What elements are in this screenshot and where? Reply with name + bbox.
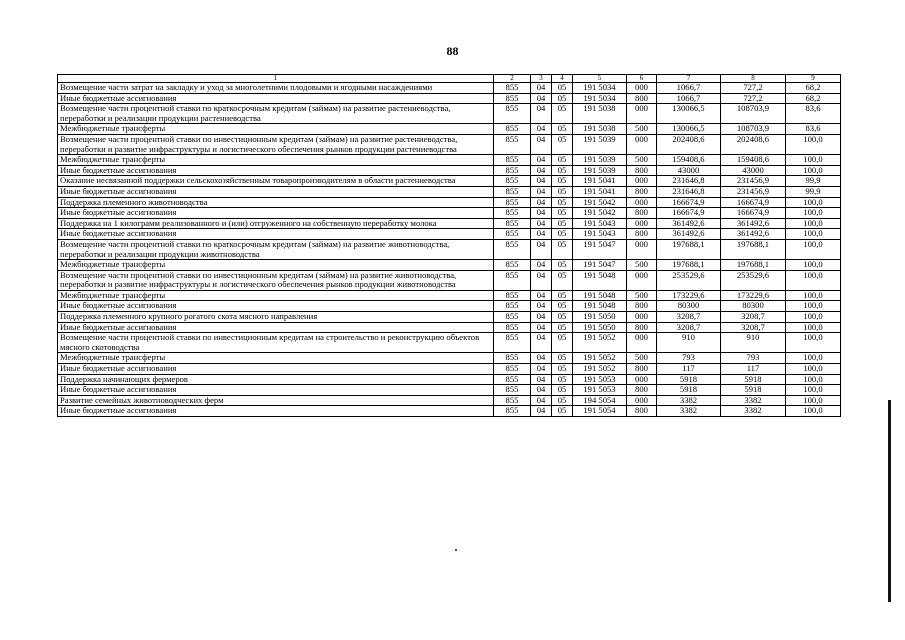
code-cell: 855 — [494, 312, 531, 323]
subsection-cell: 05 — [552, 218, 573, 229]
table-row — [58, 374, 841, 385]
code-cell: 855 — [494, 364, 531, 375]
column-header: 4 — [552, 75, 573, 83]
planned-amount-cell: 3208,7 — [657, 312, 721, 323]
table-row — [58, 333, 841, 353]
percent-cell: 100,0 — [786, 290, 841, 301]
target-article-cell: 191 5053 — [573, 374, 627, 385]
code-cell: 855 — [494, 186, 531, 197]
column-header: 1 — [58, 75, 494, 83]
executed-amount-cell: 43000 — [721, 165, 786, 176]
scan-dot-mark — [455, 549, 457, 551]
subsection-cell: 05 — [552, 124, 573, 135]
table-row — [58, 312, 841, 323]
subsection-cell: 05 — [552, 260, 573, 271]
row-name-cell: Возмещение части процентной ставки по инвестиционным кредитам на строительство и реконструкцию объектов мясного скотоводства — [58, 333, 494, 353]
section-cell: 04 — [531, 155, 552, 166]
expense-type-cell: 000 — [627, 218, 657, 229]
executed-amount-cell: 361492,6 — [721, 218, 786, 229]
code-cell: 855 — [494, 229, 531, 240]
row-name-cell: Иные бюджетные ассигнования — [58, 301, 494, 312]
row-name-cell: Оказание несвязанной поддержки сельскохозяйственным товаропроизводителям в области растениеводства — [58, 176, 494, 187]
column-header: 5 — [573, 75, 627, 83]
table-row — [58, 353, 841, 364]
executed-amount-cell: 3208,7 — [721, 322, 786, 333]
section-cell: 04 — [531, 290, 552, 301]
section-cell: 04 — [531, 270, 552, 290]
target-article-cell: 191 5039 — [573, 134, 627, 154]
target-article-cell: 191 5052 — [573, 333, 627, 353]
target-article-cell: 191 5039 — [573, 155, 627, 166]
percent-cell: 100,0 — [786, 239, 841, 259]
executed-amount-cell: 3382 — [721, 395, 786, 406]
row-name-cell: Поддержка начинающих фермеров — [58, 374, 494, 385]
code-cell: 855 — [494, 208, 531, 219]
budget-table — [57, 74, 841, 417]
target-article-cell: 191 5042 — [573, 197, 627, 208]
section-cell: 04 — [531, 333, 552, 353]
percent-cell: 83,6 — [786, 124, 841, 135]
table-row — [58, 406, 841, 417]
section-cell: 04 — [531, 165, 552, 176]
target-article-cell: 191 5038 — [573, 124, 627, 135]
code-cell: 855 — [494, 385, 531, 396]
target-article-cell: 191 5053 — [573, 385, 627, 396]
target-article-cell: 191 5054 — [573, 406, 627, 417]
subsection-cell: 05 — [552, 290, 573, 301]
percent-cell: 100,0 — [786, 229, 841, 240]
expense-type-cell: 500 — [627, 290, 657, 301]
table-row — [58, 104, 841, 124]
subsection-cell: 05 — [552, 353, 573, 364]
code-cell: 855 — [494, 395, 531, 406]
code-cell: 855 — [494, 333, 531, 353]
section-cell: 04 — [531, 395, 552, 406]
row-name-cell: Иные бюджетные ассигнования — [58, 385, 494, 396]
subsection-cell: 05 — [552, 270, 573, 290]
expense-type-cell: 000 — [627, 333, 657, 353]
percent-cell: 100,0 — [786, 406, 841, 417]
expense-type-cell: 800 — [627, 229, 657, 240]
planned-amount-cell: 231646,8 — [657, 176, 721, 187]
row-name-cell: Межбюджетные трансферты — [58, 155, 494, 166]
expense-type-cell: 800 — [627, 208, 657, 219]
table-row — [58, 134, 841, 154]
target-article-cell: 191 5043 — [573, 218, 627, 229]
planned-amount-cell: 117 — [657, 364, 721, 375]
row-name-cell: Возмещение части процентной ставки по краткосрочным кредитам (займам) на развитие растениеводства, переработки и реализации продукции растениеводства — [58, 104, 494, 124]
percent-cell: 68,2 — [786, 93, 841, 104]
subsection-cell: 05 — [552, 239, 573, 259]
percent-cell: 100,0 — [786, 208, 841, 219]
table-row — [58, 93, 841, 104]
column-header: 7 — [657, 75, 721, 83]
executed-amount-cell: 166674,9 — [721, 197, 786, 208]
expense-type-cell: 000 — [627, 134, 657, 154]
target-article-cell: 191 5038 — [573, 104, 627, 124]
subsection-cell: 05 — [552, 364, 573, 375]
table-row — [58, 155, 841, 166]
planned-amount-cell: 361492,6 — [657, 218, 721, 229]
code-cell: 855 — [494, 218, 531, 229]
percent-cell: 99,9 — [786, 186, 841, 197]
code-cell: 855 — [494, 322, 531, 333]
column-header: 2 — [494, 75, 531, 83]
row-name-cell: Межбюджетные трансферты — [58, 290, 494, 301]
section-cell: 04 — [531, 176, 552, 187]
subsection-cell: 05 — [552, 374, 573, 385]
expense-type-cell: 000 — [627, 312, 657, 323]
planned-amount-cell: 1066,7 — [657, 83, 721, 94]
row-name-cell: Развитие семейных животноводческих ферм — [58, 395, 494, 406]
section-cell: 04 — [531, 218, 552, 229]
table-row — [58, 229, 841, 240]
executed-amount-cell: 231456,9 — [721, 186, 786, 197]
table-body — [58, 83, 841, 417]
target-article-cell: 191 5041 — [573, 176, 627, 187]
percent-cell: 100,0 — [786, 395, 841, 406]
subsection-cell: 05 — [552, 312, 573, 323]
row-name-cell: Межбюджетные трансферты — [58, 260, 494, 271]
target-article-cell: 191 5052 — [573, 364, 627, 375]
section-cell: 04 — [531, 374, 552, 385]
executed-amount-cell: 5918 — [721, 374, 786, 385]
executed-amount-cell: 108703,9 — [721, 104, 786, 124]
section-cell: 04 — [531, 104, 552, 124]
executed-amount-cell: 727,2 — [721, 93, 786, 104]
row-name-cell: Межбюджетные трансферты — [58, 124, 494, 135]
row-name-cell: Иные бюджетные ассигнования — [58, 93, 494, 104]
percent-cell: 100,0 — [786, 374, 841, 385]
executed-amount-cell: 117 — [721, 364, 786, 375]
subsection-cell: 05 — [552, 301, 573, 312]
percent-cell: 100,0 — [786, 270, 841, 290]
row-name-cell: Поддержка племенного животноводства — [58, 197, 494, 208]
target-article-cell: 191 5050 — [573, 322, 627, 333]
planned-amount-cell: 80300 — [657, 301, 721, 312]
scan-edge-mark — [888, 400, 891, 602]
percent-cell: 100,0 — [786, 312, 841, 323]
planned-amount-cell: 253529,6 — [657, 270, 721, 290]
code-cell: 855 — [494, 374, 531, 385]
expense-type-cell: 000 — [627, 197, 657, 208]
target-article-cell: 191 5043 — [573, 229, 627, 240]
subsection-cell: 05 — [552, 208, 573, 219]
code-cell: 855 — [494, 134, 531, 154]
planned-amount-cell: 197688,1 — [657, 239, 721, 259]
subsection-cell: 05 — [552, 229, 573, 240]
expense-type-cell: 000 — [627, 239, 657, 259]
expense-type-cell: 000 — [627, 270, 657, 290]
planned-amount-cell: 3382 — [657, 406, 721, 417]
expense-type-cell: 000 — [627, 395, 657, 406]
executed-amount-cell: 727,2 — [721, 83, 786, 94]
row-name-cell: Возмещение части процентной ставки по инвестиционным кредитам (займам) на развитие растениеводства, переработки и развитие инфраструктуры и логистического обеспечения рынков продукции растениеводства — [58, 134, 494, 154]
executed-amount-cell: 197688,1 — [721, 239, 786, 259]
percent-cell: 100,0 — [786, 260, 841, 271]
planned-amount-cell: 793 — [657, 353, 721, 364]
percent-cell: 100,0 — [786, 197, 841, 208]
table-row — [58, 165, 841, 176]
column-number-row — [58, 75, 841, 83]
executed-amount-cell: 253529,6 — [721, 270, 786, 290]
code-cell: 855 — [494, 270, 531, 290]
percent-cell: 83,6 — [786, 104, 841, 124]
row-name-cell: Иные бюджетные ассигнования — [58, 229, 494, 240]
table-row — [58, 83, 841, 94]
planned-amount-cell: 361492,6 — [657, 229, 721, 240]
planned-amount-cell: 197688,1 — [657, 260, 721, 271]
row-name-cell: Иные бюджетные ассигнования — [58, 165, 494, 176]
row-name-cell: Межбюджетные трансферты — [58, 353, 494, 364]
code-cell: 855 — [494, 239, 531, 259]
subsection-cell: 05 — [552, 83, 573, 94]
planned-amount-cell: 130066,5 — [657, 124, 721, 135]
code-cell: 855 — [494, 165, 531, 176]
table-row — [58, 385, 841, 396]
row-name-cell: Иные бюджетные ассигнования — [58, 208, 494, 219]
table-row — [58, 364, 841, 375]
expense-type-cell: 000 — [627, 104, 657, 124]
code-cell: 855 — [494, 176, 531, 187]
subsection-cell: 05 — [552, 155, 573, 166]
expense-type-cell: 800 — [627, 93, 657, 104]
column-header: 8 — [721, 75, 786, 83]
percent-cell: 100,0 — [786, 301, 841, 312]
code-cell: 855 — [494, 301, 531, 312]
target-article-cell: 191 5050 — [573, 312, 627, 323]
planned-amount-cell: 173229,6 — [657, 290, 721, 301]
subsection-cell: 05 — [552, 165, 573, 176]
section-cell: 04 — [531, 208, 552, 219]
expense-type-cell: 500 — [627, 155, 657, 166]
expense-type-cell: 800 — [627, 385, 657, 396]
expense-type-cell: 800 — [627, 165, 657, 176]
section-cell: 04 — [531, 260, 552, 271]
expense-type-cell: 800 — [627, 322, 657, 333]
percent-cell: 100,0 — [786, 134, 841, 154]
executed-amount-cell: 910 — [721, 333, 786, 353]
expense-type-cell: 500 — [627, 353, 657, 364]
target-article-cell: 191 5034 — [573, 83, 627, 94]
table-row — [58, 239, 841, 259]
section-cell: 04 — [531, 406, 552, 417]
column-header: 3 — [531, 75, 552, 83]
subsection-cell: 05 — [552, 197, 573, 208]
planned-amount-cell: 1066,7 — [657, 93, 721, 104]
section-cell: 04 — [531, 83, 552, 94]
executed-amount-cell: 3382 — [721, 406, 786, 417]
executed-amount-cell: 361492,6 — [721, 229, 786, 240]
planned-amount-cell: 5918 — [657, 374, 721, 385]
percent-cell: 100,0 — [786, 333, 841, 353]
section-cell: 04 — [531, 134, 552, 154]
section-cell: 04 — [531, 312, 552, 323]
table-row — [58, 395, 841, 406]
table-row — [58, 208, 841, 219]
target-article-cell: 191 5041 — [573, 186, 627, 197]
target-article-cell: 191 5047 — [573, 260, 627, 271]
percent-cell: 100,0 — [786, 218, 841, 229]
subsection-cell: 05 — [552, 322, 573, 333]
target-article-cell: 191 5047 — [573, 239, 627, 259]
subsection-cell: 05 — [552, 134, 573, 154]
expense-type-cell: 800 — [627, 301, 657, 312]
code-cell: 855 — [494, 124, 531, 135]
section-cell: 04 — [531, 239, 552, 259]
expense-type-cell: 500 — [627, 260, 657, 271]
expense-type-cell: 000 — [627, 176, 657, 187]
section-cell: 04 — [531, 301, 552, 312]
page-number: 88 — [446, 44, 459, 58]
row-name-cell: Возмещение части процентной ставки по инвестиционным кредитам (займам) на развитие животноводства, переработки и развитие инфраструктуры и логистического обеспечения рынков продукции животноводства — [58, 270, 494, 290]
planned-amount-cell: 43000 — [657, 165, 721, 176]
row-name-cell: Иные бюджетные ассигнования — [58, 322, 494, 333]
section-cell: 04 — [531, 353, 552, 364]
executed-amount-cell: 5918 — [721, 385, 786, 396]
expense-type-cell: 800 — [627, 186, 657, 197]
table-row — [58, 176, 841, 187]
table-row — [58, 301, 841, 312]
section-cell: 04 — [531, 93, 552, 104]
table-row — [58, 197, 841, 208]
target-article-cell: 191 5034 — [573, 93, 627, 104]
row-name-cell: Иные бюджетные ассигнования — [58, 186, 494, 197]
row-name-cell: Поддержка на 1 килограмм реализованного и (или) отгруженного на собственную переработку молока — [58, 218, 494, 229]
planned-amount-cell: 166674,9 — [657, 197, 721, 208]
column-header: 9 — [786, 75, 841, 83]
percent-cell: 100,0 — [786, 165, 841, 176]
executed-amount-cell: 108703,9 — [721, 124, 786, 135]
row-name-cell: Возмещение части процентной ставки по краткосрочным кредитам (займам) на развитие животноводства, переработки и реализации продукции животноводства — [58, 239, 494, 259]
planned-amount-cell: 231646,8 — [657, 186, 721, 197]
code-cell: 855 — [494, 353, 531, 364]
subsection-cell: 05 — [552, 176, 573, 187]
target-article-cell: 191 5039 — [573, 165, 627, 176]
section-cell: 04 — [531, 229, 552, 240]
percent-cell: 100,0 — [786, 385, 841, 396]
table-row — [58, 290, 841, 301]
executed-amount-cell: 173229,6 — [721, 290, 786, 301]
row-name-cell: Иные бюджетные ассигнования — [58, 364, 494, 375]
expense-type-cell: 500 — [627, 124, 657, 135]
executed-amount-cell: 197688,1 — [721, 260, 786, 271]
code-cell: 855 — [494, 290, 531, 301]
executed-amount-cell: 166674,9 — [721, 208, 786, 219]
percent-cell: 100,0 — [786, 364, 841, 375]
subsection-cell: 05 — [552, 186, 573, 197]
section-cell: 04 — [531, 124, 552, 135]
code-cell: 855 — [494, 155, 531, 166]
executed-amount-cell: 3208,7 — [721, 312, 786, 323]
row-name-cell: Поддержка племенного крупного рогатого скота мясного направления — [58, 312, 494, 323]
planned-amount-cell: 3382 — [657, 395, 721, 406]
percent-cell: 99,9 — [786, 176, 841, 187]
table-row — [58, 124, 841, 135]
expense-type-cell: 800 — [627, 364, 657, 375]
target-article-cell: 191 5048 — [573, 270, 627, 290]
section-cell: 04 — [531, 385, 552, 396]
executed-amount-cell: 793 — [721, 353, 786, 364]
column-header: 6 — [627, 75, 657, 83]
target-article-cell: 191 5042 — [573, 208, 627, 219]
planned-amount-cell: 130066,5 — [657, 104, 721, 124]
table-row — [58, 260, 841, 271]
table-row — [58, 270, 841, 290]
executed-amount-cell: 231456,9 — [721, 176, 786, 187]
table-row — [58, 218, 841, 229]
planned-amount-cell: 166674,9 — [657, 208, 721, 219]
planned-amount-cell: 202408,6 — [657, 134, 721, 154]
subsection-cell: 05 — [552, 385, 573, 396]
planned-amount-cell: 3208,7 — [657, 322, 721, 333]
row-name-cell: Иные бюджетные ассигнования — [58, 406, 494, 417]
code-cell: 855 — [494, 197, 531, 208]
expense-type-cell: 000 — [627, 374, 657, 385]
code-cell: 855 — [494, 93, 531, 104]
table-row — [58, 186, 841, 197]
target-article-cell: 194 5054 — [573, 395, 627, 406]
expense-type-cell: 000 — [627, 83, 657, 94]
percent-cell: 100,0 — [786, 155, 841, 166]
target-article-cell: 191 5052 — [573, 353, 627, 364]
table-row — [58, 322, 841, 333]
code-cell: 855 — [494, 104, 531, 124]
subsection-cell: 05 — [552, 406, 573, 417]
subsection-cell: 05 — [552, 333, 573, 353]
target-article-cell: 191 5048 — [573, 290, 627, 301]
executed-amount-cell: 159408,6 — [721, 155, 786, 166]
section-cell: 04 — [531, 186, 552, 197]
planned-amount-cell: 5918 — [657, 385, 721, 396]
planned-amount-cell: 910 — [657, 333, 721, 353]
code-cell: 855 — [494, 260, 531, 271]
code-cell: 855 — [494, 83, 531, 94]
subsection-cell: 05 — [552, 93, 573, 104]
section-cell: 04 — [531, 322, 552, 333]
percent-cell: 100,0 — [786, 322, 841, 333]
executed-amount-cell: 202408,6 — [721, 134, 786, 154]
target-article-cell: 191 5048 — [573, 301, 627, 312]
planned-amount-cell: 159408,6 — [657, 155, 721, 166]
row-name-cell: Возмещение части затрат на закладку и уход за многолетними плодовыми и ягодными насаждениями — [58, 83, 494, 94]
percent-cell: 68,2 — [786, 83, 841, 94]
executed-amount-cell: 80300 — [721, 301, 786, 312]
section-cell: 04 — [531, 197, 552, 208]
section-cell: 04 — [531, 364, 552, 375]
expense-type-cell: 800 — [627, 406, 657, 417]
code-cell: 855 — [494, 406, 531, 417]
subsection-cell: 05 — [552, 395, 573, 406]
percent-cell: 100,0 — [786, 353, 841, 364]
subsection-cell: 05 — [552, 104, 573, 124]
